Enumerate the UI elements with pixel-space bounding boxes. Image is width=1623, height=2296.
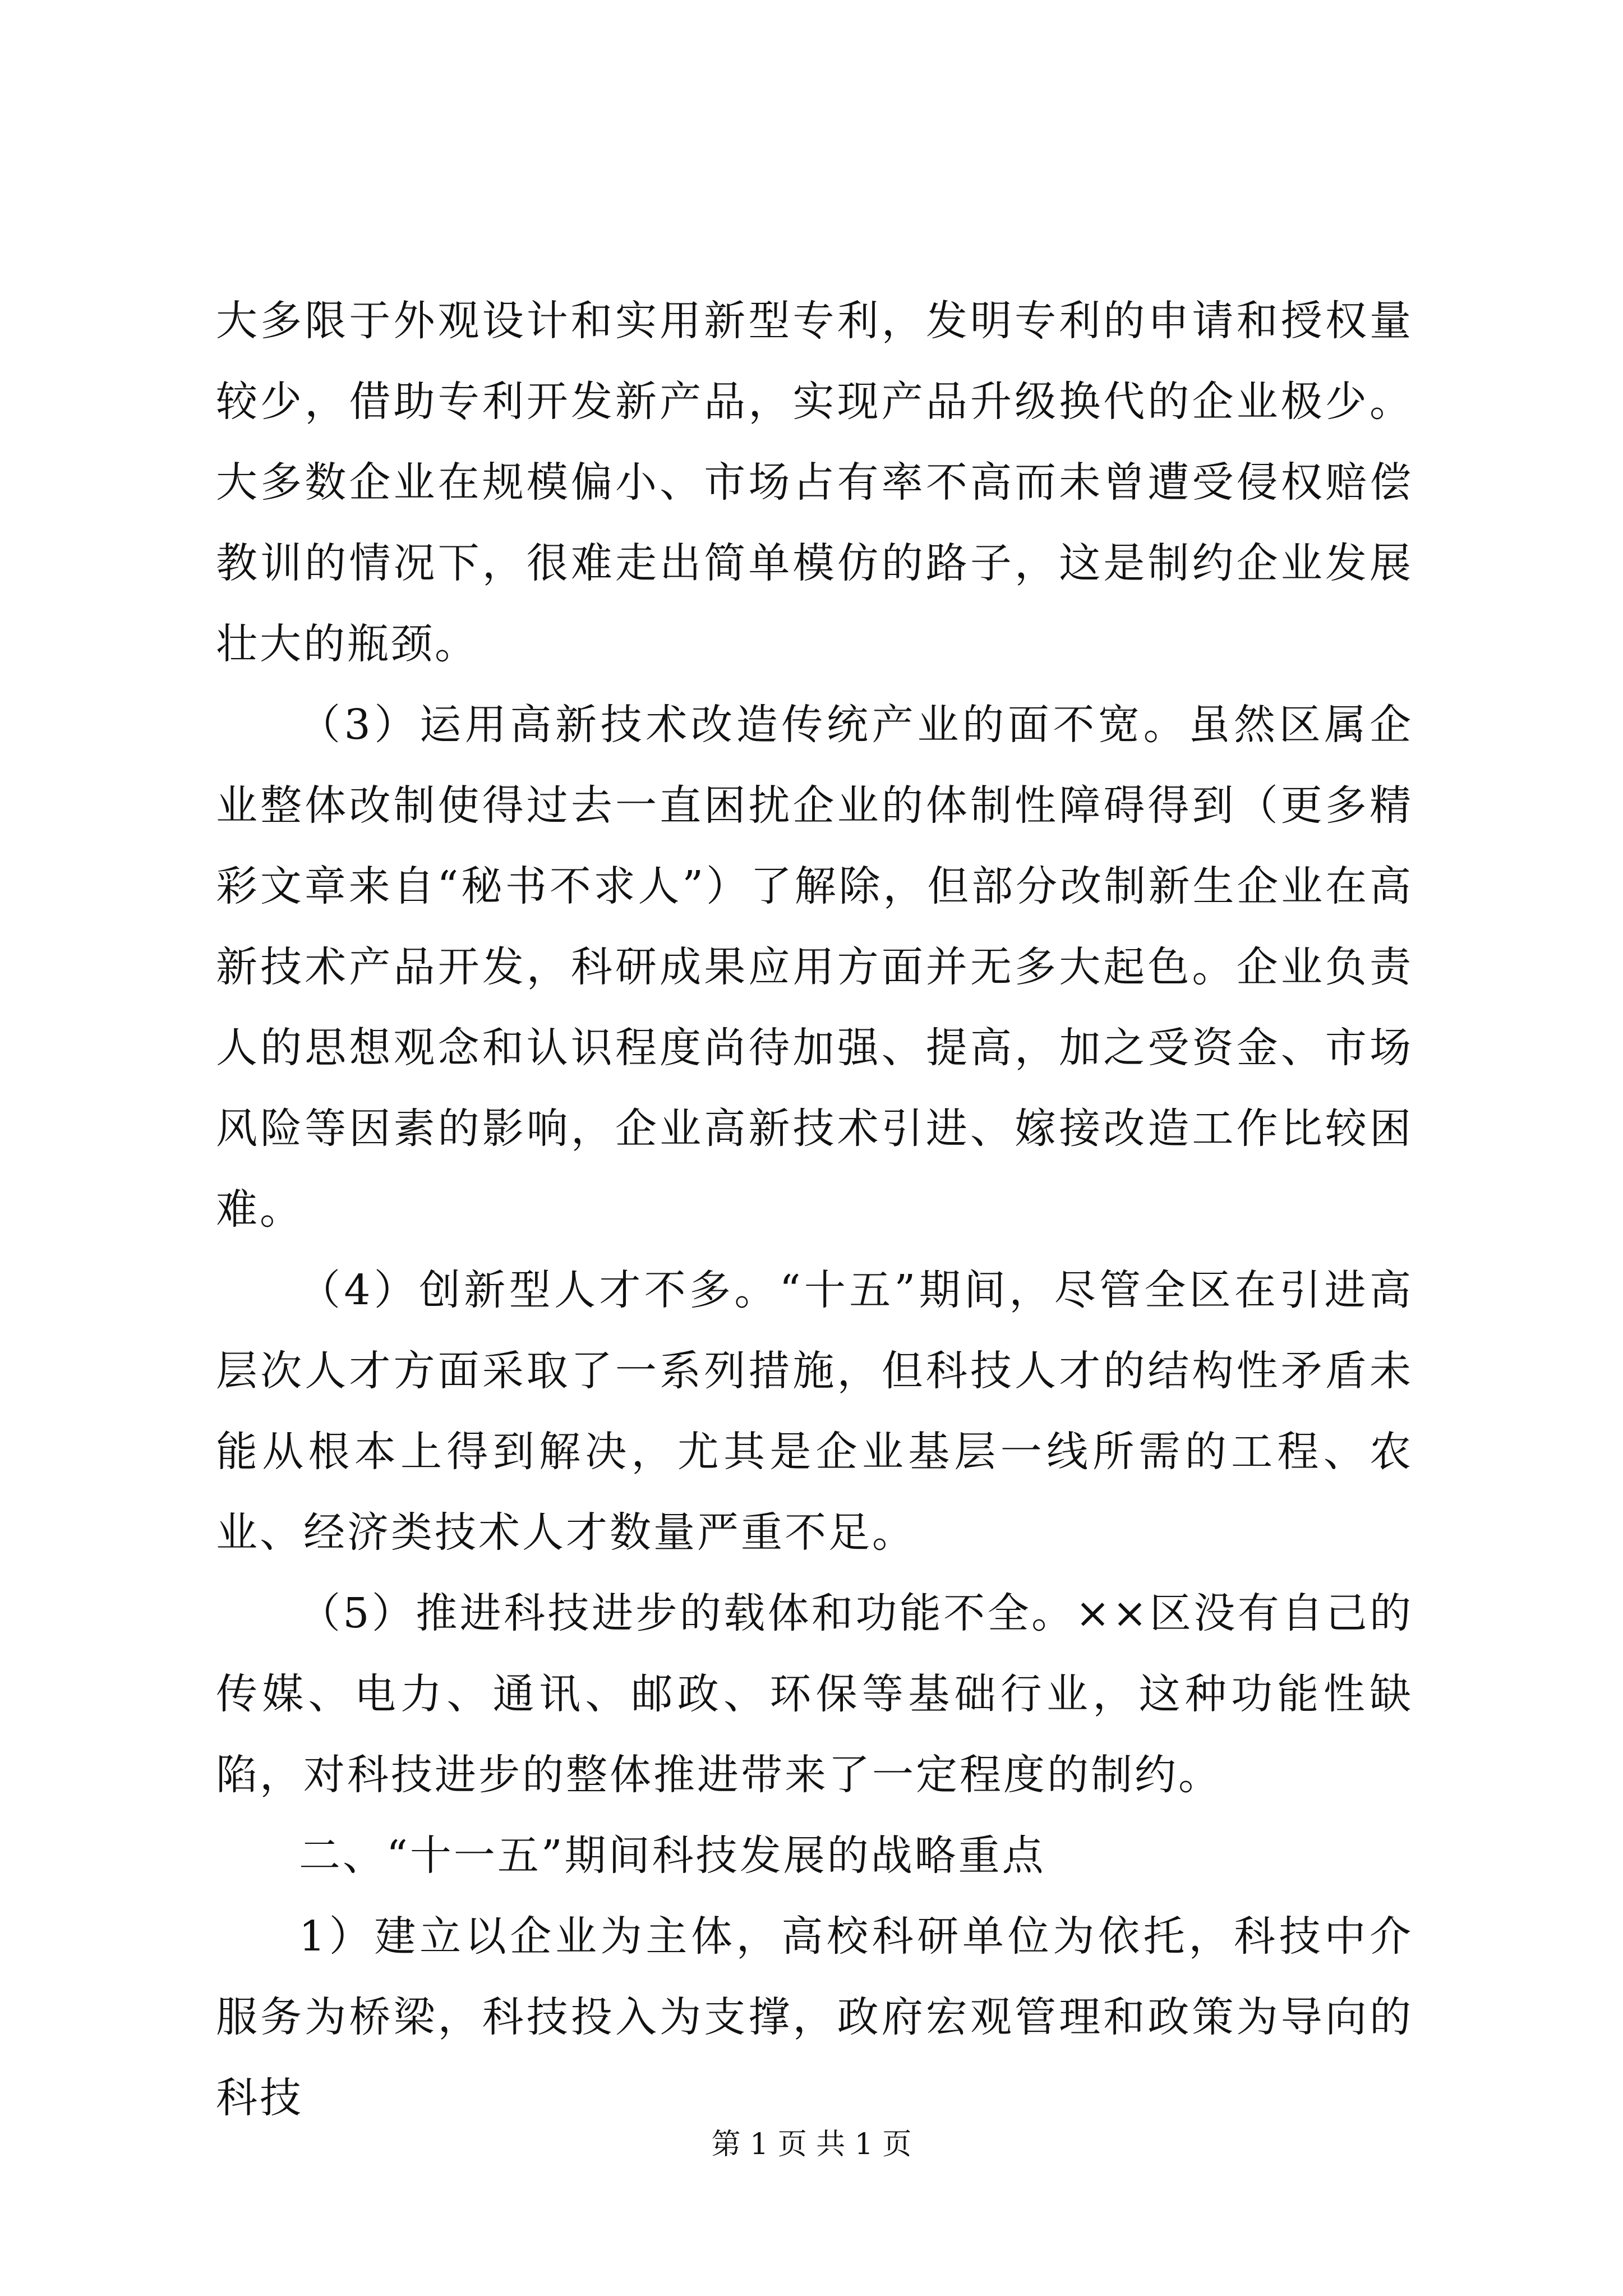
paragraph-4: （5）推进科技进步的载体和功能不全。××区没有自己的传媒、电力、通讯、邮政、环保等基础行业，这种功能性缺陷，对科技进步的整体推进带来了一定程度的制约。 — [216, 1589, 1413, 1799]
document-body — [216, 280, 1413, 2138]
section-heading: 二、“十一五”期间科技发展的战略重点 — [299, 1832, 1046, 1880]
paragraph-5: 1）建立以企业为主体，高校科研单位为依托，科技中介服务为桥梁，科技投入为支撑，政府宏观管理和政策为导向的科技 — [216, 1912, 1413, 2122]
page-footer: 第 1 页 共 1 页 — [711, 2128, 912, 2161]
paragraph-3: （4）创新型人才不多。“十五”期间，尽管全区在引进高层次人才方面采取了一系列措施，但科技人才的结构性矛盾未能从根本上得到解决，尤其是企业基层一线所需的工程、农业、经济类技术人才数量严重不足。 — [216, 1266, 1413, 1557]
paragraph-1: 大多限于外观设计和实用新型专利，发明专利的申请和授权量较少，借助专利开发新产品，实现产品升级换代的企业极少。大多数企业在规模偏小、市场占有率不高而未曾遭受侵权赔偿教训的情况下，很难走出简单模仿的路子，这是制约企业发展壮大的瓶颈。 — [216, 297, 1413, 668]
paragraph-2: （3）运用高新技术改造传统产业的面不宽。虽然区属企业整体改制使得过去一直困扰企业的体制性障碍得到（更多精彩文章来自“秘书不求人”）了解除，但部分改制新生企业在高新技术产品开发，科研成果应用方面并无多大起色。企业负责人的思想观念和认识程度尚待加强、提高，加之受资金、市场风险等因素的影响，企业高新技术引进、嫁接改造工作比较困难。 — [216, 701, 1413, 1234]
